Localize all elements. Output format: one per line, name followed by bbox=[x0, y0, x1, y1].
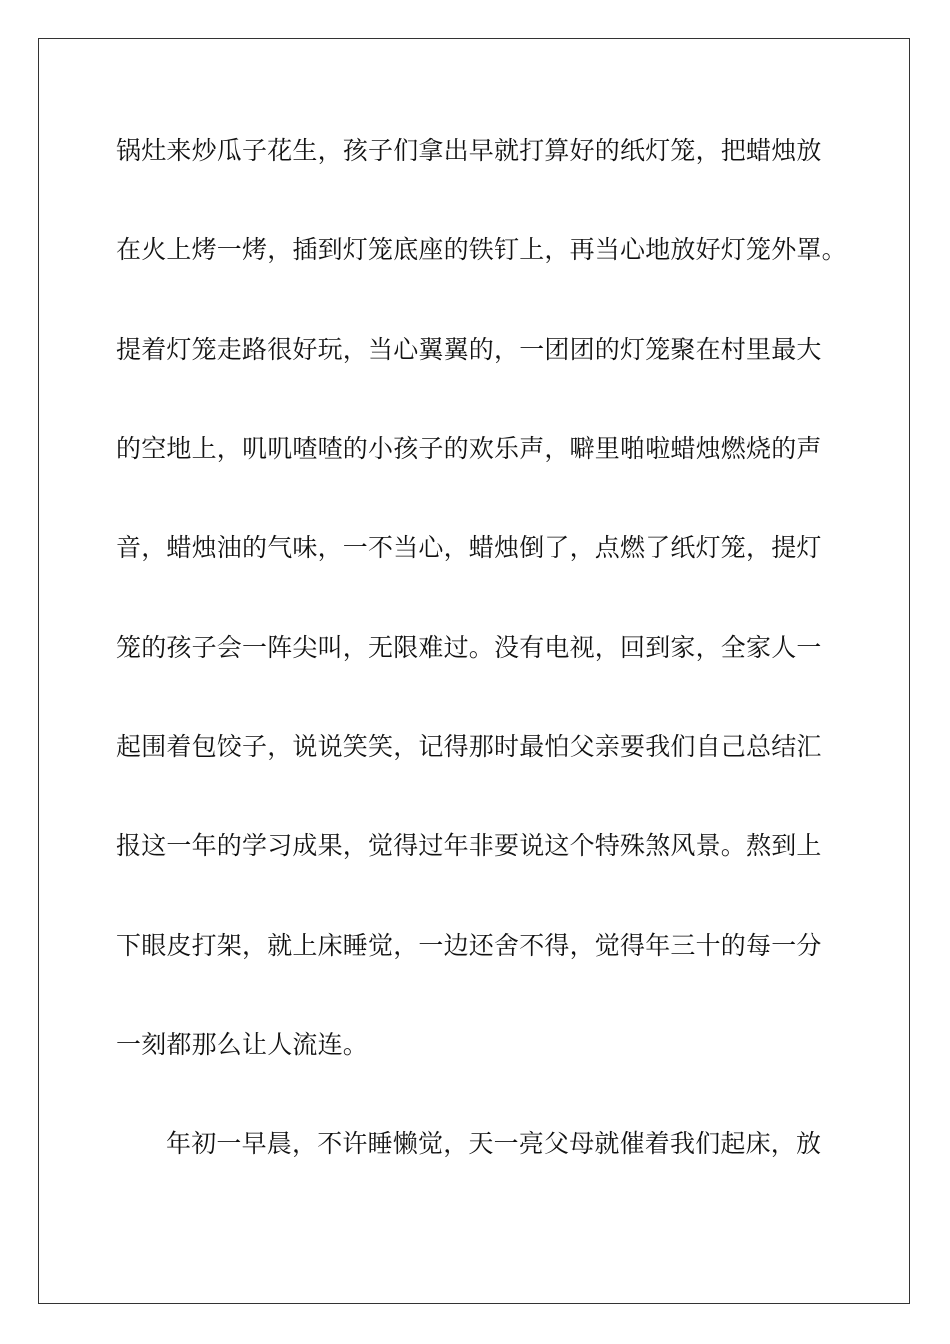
paragraph-start-line: 年初一早晨，不许睡懒觉，天一亮父母就催着我们起床，放 bbox=[166, 1129, 822, 1158]
text-line: 锅灶来炒瓜子花生，孩子们拿出早就打算好的纸灯笼，把蜡烛放 bbox=[116, 136, 822, 165]
text-line: 报这一年的学习成果，觉得过年非要说这个特殊煞风景。熬到上 bbox=[116, 831, 822, 860]
text-line: 起围着包饺子，说说笑笑，记得那时最怕父亲要我们自己总结汇 bbox=[116, 732, 822, 761]
text-line: 的空地上，叽叽喳喳的小孩子的欢乐声，噼里啪啦蜡烛燃烧的声 bbox=[116, 434, 822, 463]
text-line: 在火上烤一烤，插到灯笼底座的铁钉上，再当心地放好灯笼外罩。 bbox=[116, 235, 847, 264]
page-border bbox=[38, 38, 910, 1304]
text-line: 音，蜡烛油的气味，一不当心，蜡烛倒了，点燃了纸灯笼，提灯 bbox=[116, 533, 822, 562]
text-line: 提着灯笼走路很好玩，当心翼翼的，一团团的灯笼聚在村里最大 bbox=[116, 335, 822, 364]
text-line: 下眼皮打架，就上床睡觉，一边还舍不得，觉得年三十的每一分 bbox=[116, 931, 822, 960]
text-line: 一刻都那么让人流连。 bbox=[116, 1030, 369, 1059]
text-line: 笼的孩子会一阵尖叫，无限难过。没有电视，回到家，全家人一 bbox=[116, 633, 822, 662]
